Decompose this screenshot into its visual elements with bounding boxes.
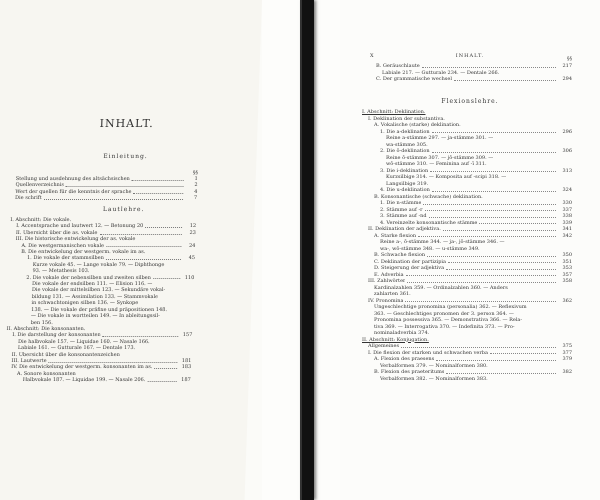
toc-entry-label: Reine ō-stämme 307. — jō-stämme 309. — bbox=[386, 154, 494, 161]
dot-leader bbox=[479, 220, 556, 225]
dot-leader bbox=[66, 182, 184, 187]
toc-entry-page: 187 bbox=[181, 377, 191, 384]
flexionslehre-list bbox=[362, 109, 572, 382]
toc-entry-page: 338 bbox=[562, 213, 572, 219]
dot-leader bbox=[49, 358, 178, 363]
toc-entry bbox=[362, 376, 572, 383]
toc-entry-label: A. Die westgermanischen vokale bbox=[21, 242, 105, 249]
toc-entry-label: Verbalformen 379. — Nominalformen 380. bbox=[380, 362, 488, 369]
toc-entry-label: 1. Die a-deklination bbox=[380, 128, 430, 135]
toc-entry bbox=[370, 76, 572, 83]
dot-leader bbox=[430, 168, 556, 173]
toc-entry-page: 157 bbox=[182, 332, 193, 339]
einleitung-list bbox=[15, 176, 198, 202]
toc-entry-label: zahlarten 361. bbox=[374, 291, 411, 297]
toc-entry-label: I. Accentsprache und lautwert 12. — Betonung 20 bbox=[15, 223, 144, 230]
dot-leader bbox=[132, 176, 184, 181]
toc-entry-label: Labiale 217. — Gutturale 234. — Dentale 266. bbox=[382, 69, 500, 76]
toc-entry bbox=[5, 377, 191, 383]
toc-entry-label: C. Der grammatische wechsel bbox=[376, 76, 452, 82]
toc-entry-label: Langsilbige 319. bbox=[386, 180, 429, 187]
right-column-marker: §§ bbox=[567, 56, 572, 62]
dot-leader bbox=[490, 350, 556, 355]
toc-entry-label: Stellung und ausdehnung des altsächsischen bbox=[15, 176, 130, 182]
right-page bbox=[340, 0, 600, 500]
toc-entry-page: 4 bbox=[194, 188, 198, 195]
toc-entry-label: Verbalformen 382. — Nominalformen 383. bbox=[380, 375, 488, 382]
dot-leader bbox=[446, 265, 556, 270]
toc-entry-label: 4. Die u-deklination bbox=[380, 187, 430, 193]
book-spine bbox=[300, 0, 314, 500]
toc-entry-label: 3. Die i-deklination bbox=[380, 167, 429, 174]
toc-entry-label: B. Die entwickelung der westgerm. vokale im as. bbox=[21, 249, 146, 256]
toc-entry-label: 1. Die vokale der stammsilben bbox=[26, 255, 104, 262]
toc-entry-label: I. Abschnitt: Deklination. bbox=[362, 109, 426, 115]
toc-entry-label: 138. — Die vokale der präfixe und präpositionen 148. bbox=[31, 306, 168, 313]
dot-leader bbox=[422, 63, 556, 68]
toc-entry-label: wa-, wō-stämme 348. — u-stämme 349. bbox=[380, 245, 480, 252]
toc-entry-label: III. Lautwerte bbox=[11, 357, 47, 364]
toc-entry-page: 217 bbox=[562, 63, 572, 69]
toc-entry-label: III. Die historische entwickelung der as. vokale bbox=[15, 236, 136, 243]
toc-entry-label: B. Geräuschlaute bbox=[376, 63, 420, 69]
dot-leader bbox=[145, 223, 182, 228]
dot-leader bbox=[425, 207, 556, 212]
left-column-marker: §§ bbox=[192, 170, 199, 176]
toc-entry-label: II. Deklination der adjektiva. bbox=[368, 226, 441, 232]
dot-leader bbox=[429, 213, 556, 218]
toc-entry-page: 294 bbox=[562, 76, 572, 82]
page-number-roman: X bbox=[370, 53, 374, 59]
dot-leader bbox=[405, 298, 556, 303]
toc-entry-label: tiva 369. — Interrogativa 370. — Indefinita 373. — Pro- bbox=[374, 323, 515, 330]
dot-leader bbox=[154, 364, 177, 369]
toc-entry-label: A. Vokalische (starke) deklination. bbox=[374, 122, 461, 128]
running-header: INHALT. bbox=[455, 53, 485, 59]
toc-entry-label: — Die vokale in wortteilen 149. — In ableitungssil- bbox=[30, 313, 160, 320]
toc-entry-label: Die halbvokale 157. — Liquidae 160. — Nasale 166. bbox=[17, 338, 150, 345]
toc-entry-label: Die vokale der endsilben 111. — Elision 116. — bbox=[31, 281, 153, 288]
toc-entry-page: 12 bbox=[189, 223, 197, 230]
dot-leader bbox=[423, 200, 556, 205]
toc-entry-page: 7 bbox=[193, 195, 198, 202]
toc-entry-page: 183 bbox=[181, 364, 192, 371]
toc-entry-page: 181 bbox=[181, 357, 192, 364]
toc-entry-page: 382 bbox=[562, 369, 572, 375]
left-page bbox=[0, 0, 262, 500]
toc-entry-page: 358 bbox=[562, 278, 572, 284]
toc-entry-label: Ungeschlechtige pronomina (personalia) 362. — Reflexivum bbox=[374, 304, 527, 310]
toc-entry-label: nominaladverbia 374. bbox=[374, 330, 430, 336]
dot-leader bbox=[106, 243, 182, 248]
toc-entry-label: I. Die flexion der starken und schwachen verba bbox=[368, 349, 488, 356]
toc-entry-label: B. Konsonantische (schwache) deklination. bbox=[374, 193, 483, 200]
toc-entry-label: Reine a-stämme 297. — ja-stämme 301. — bbox=[386, 135, 494, 141]
toc-entry-page: 377 bbox=[562, 349, 572, 356]
toc-entry-label: II. Abschnitt: Die konsonanten. bbox=[6, 325, 86, 332]
dot-leader bbox=[406, 272, 556, 277]
toc-entry bbox=[15, 195, 197, 201]
toc-entry-label: wō-stämme 310. — Feminina auf -ī 311. bbox=[386, 161, 487, 167]
toc-entry-label: II. Übersicht über die konsonantenzeichen bbox=[11, 351, 120, 358]
toc-entry-label: ben 156. bbox=[30, 319, 53, 326]
dot-leader bbox=[407, 278, 556, 283]
toc-entry-label: Pronomina possessiva 365. — Demonstrativa 366. — Rela- bbox=[374, 317, 523, 323]
toc-entry-page: 351 bbox=[562, 258, 572, 265]
dot-leader bbox=[147, 377, 177, 382]
toc-entry-label: Die vokale der mittelsilben 123. — Sekundäre vokal- bbox=[31, 287, 166, 294]
toc-entry-label: Kardinalzahlen 359. — Ordinalzahlen 360. — Anders bbox=[374, 284, 508, 291]
toc-entry-label: A. Flexion des praesens bbox=[374, 356, 435, 362]
dot-leader bbox=[44, 195, 184, 200]
dot-leader bbox=[448, 259, 556, 264]
einleitung-heading: Einleitung. bbox=[103, 153, 148, 160]
toc-entry-label: Reine a-, ō-stämme 344. — ja-, jō-stämme 346. — bbox=[380, 239, 505, 245]
toc-entry-page: 357 bbox=[562, 271, 572, 278]
dot-leader bbox=[427, 252, 556, 257]
toc-entry-label: 2. Die ō-deklination bbox=[380, 148, 430, 154]
dot-leader bbox=[432, 129, 556, 134]
toc-entry-page: 330 bbox=[562, 200, 572, 206]
dot-leader bbox=[443, 226, 556, 231]
toc-entry-label: II. Abschnitt: Konjugation. bbox=[362, 336, 429, 343]
dot-leader bbox=[401, 343, 556, 348]
toc-entry-label: A. Sonore konsonanten bbox=[16, 370, 76, 377]
toc-entry-label: B. Flexion des praeteritums bbox=[374, 369, 445, 375]
toc-entry-label: B. Schwache flexion bbox=[374, 252, 426, 258]
dot-leader bbox=[432, 148, 556, 153]
toc-entry-page: 45 bbox=[188, 255, 196, 262]
lautlehre-list bbox=[5, 217, 197, 384]
toc-entry-label: C. Deklination der partizipia bbox=[374, 258, 446, 265]
toc-entry-label: 3. Stämme auf -nd bbox=[380, 213, 427, 219]
toc-entry-label: Kurzsilbige 314. — Komposita auf -scipi 318. — bbox=[386, 174, 507, 180]
dot-leader bbox=[454, 76, 556, 81]
toc-entry-page: 362 bbox=[562, 297, 572, 304]
toc-entry-page: 342 bbox=[562, 232, 572, 239]
toc-entry-label: E. Adverbia bbox=[374, 271, 404, 278]
dot-leader bbox=[153, 275, 181, 280]
toc-entry-label: III. Zahlwörter bbox=[368, 278, 406, 284]
toc-entry-label: in schwachtonigen silben 136. — Synkope bbox=[31, 300, 139, 307]
toc-entry-label: Quellenverzeichnis bbox=[15, 182, 65, 189]
top-entries-list bbox=[370, 63, 572, 83]
flexionslehre-heading: Flexionslehre. bbox=[441, 98, 499, 105]
toc-entry-page: 337 bbox=[562, 206, 572, 213]
toc-entry-page: 2 bbox=[194, 182, 198, 189]
toc-entry-page: 353 bbox=[562, 265, 572, 271]
toc-entry-page: 23 bbox=[189, 229, 196, 236]
toc-entry-label: Allgemeines bbox=[368, 343, 400, 349]
toc-entry-label: IV. Pronomina bbox=[368, 297, 404, 304]
toc-entry-page: 341 bbox=[562, 226, 572, 232]
toc-entry-label: 4. Vereinzelte konsonantische stämme bbox=[380, 219, 478, 226]
dot-leader bbox=[99, 230, 182, 235]
toc-entry-page: 313 bbox=[562, 167, 572, 174]
toc-entry-label: bildung 131. — Assimilation 133. — Stammvokale bbox=[31, 293, 159, 300]
toc-entry-label: Labiale 161. — Gutturale 167. — Dentale 173. bbox=[17, 345, 136, 352]
toc-entry-label: Halbvokale 187. — Liquidae 199. — Nasale 206. bbox=[22, 377, 146, 384]
toc-entry-label: A. Starke flexion bbox=[374, 232, 417, 239]
toc-entry-label: 363. — Geschlechtiges pronomen der 3. person 364. — bbox=[374, 310, 514, 317]
toc-entry-label: 93. — Metathesis 103. bbox=[32, 268, 90, 275]
toc-entry-label: II. Übersicht über die as. vokale bbox=[15, 229, 98, 236]
toc-entry-page: 1 bbox=[194, 176, 198, 182]
toc-entry-page: 24 bbox=[188, 242, 196, 249]
toc-entry-page: 350 bbox=[562, 252, 572, 258]
toc-entry-label: I. Deklination der substantiva. bbox=[368, 115, 445, 122]
lautlehre-heading: Lautlehre. bbox=[102, 206, 145, 213]
toc-entry-label: 1. Die n-stämme bbox=[380, 200, 422, 206]
toc-entry-page: 324 bbox=[562, 187, 572, 193]
toc-entry-label: I. Abschnitt: Die vokale. bbox=[10, 217, 72, 223]
contents-title: INHALT. bbox=[99, 117, 154, 130]
toc-entry-label: wa-stämme 305. bbox=[386, 141, 428, 148]
dot-leader bbox=[432, 187, 556, 192]
toc-entry-page: 379 bbox=[562, 356, 572, 362]
dot-leader bbox=[418, 233, 556, 238]
dot-leader bbox=[133, 189, 183, 194]
toc-entry-label: I. Die darstellung der konsonanten bbox=[12, 332, 101, 339]
toc-entry-label: IV. Die entwickelung der westgerm. konsonanten im as. bbox=[11, 364, 153, 371]
toc-entry-label: D. Steigerung der adjektiva bbox=[374, 265, 445, 271]
dot-leader bbox=[103, 332, 179, 337]
toc-entry-label: 2. Stämme auf -r bbox=[380, 206, 423, 213]
toc-entry-label: Kurze vokale 45. — Lange vokale 79. — Diphthonge bbox=[32, 261, 165, 268]
toc-entry-page: 110 bbox=[184, 274, 195, 281]
toc-entry-page: 306 bbox=[562, 148, 572, 154]
toc-entry-page: 339 bbox=[562, 219, 572, 226]
toc-entry-page: 375 bbox=[562, 343, 572, 349]
toc-entry-page: 296 bbox=[562, 128, 572, 135]
toc-entry-label: Die schrift bbox=[14, 195, 42, 202]
toc-entry-label: Wert der quellen für die kenntnis der sprache bbox=[15, 188, 132, 195]
dot-leader bbox=[106, 255, 181, 260]
dot-leader bbox=[446, 369, 556, 374]
dot-leader bbox=[436, 356, 556, 361]
toc-entry-label: 2. Die vokale der nebensilben und zweiten silben bbox=[26, 274, 151, 281]
